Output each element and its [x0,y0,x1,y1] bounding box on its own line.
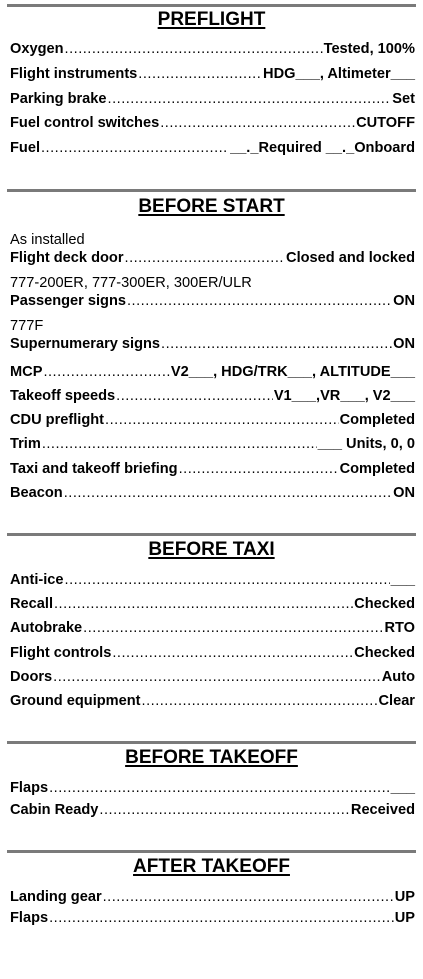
checklist-item-flight-deck-door: Flight deck door ..... Closed and locked [10,249,415,267]
checklist-item-flight-instruments: Flight instruments ..... HDG___, Altimeter___ [10,65,415,83]
checklist-item-cabin-ready: Cabin Ready ..... Received [10,801,415,819]
note-as-installed: As installed [10,232,85,248]
section-divider [7,189,416,192]
section-divider [7,533,416,536]
checklist-item-flight-controls: Flight controls ..... Checked [10,644,415,662]
section-title-before-start: BEFORE START [138,196,285,217]
checklist-item-anti-ice: Anti-ice ..... ___ [10,571,415,589]
checklist-item-fuel-control-switches: Fuel control switches ..... CUTOFF [10,114,415,132]
checklist-item-autobrake: Autobrake ..... RTO [10,619,415,637]
checklist-item-oxygen: Oxygen ..... Tested, 100% [10,40,415,58]
section-divider [7,741,416,744]
section-title-before-takeoff: BEFORE TAKEOFF [125,747,298,768]
checklist-item-passenger-signs: Passenger signs ..... ON [10,292,415,310]
checklist-item-beacon: Beacon ..... ON [10,484,415,502]
checklist-item-cdu-preflight: CDU preflight ..... Completed [10,411,415,429]
section-title-after-takeoff: AFTER TAKEOFF [133,856,290,877]
section-divider [7,4,416,7]
checklist-item-fuel: Fuel ..... __._Required __._Onboard [10,139,415,157]
section-title-preflight: PREFLIGHT [157,9,266,30]
checklist-item-trim: Trim ..... ___ Units, 0, 0 [10,435,415,453]
note-aircraft-variants: 777-200ER, 777-300ER, 300ER/ULR [10,275,252,291]
checklist-item-supernumerary-signs: Supernumerary signs ..... ON [10,335,415,353]
checklist-item-mcp: MCP ..... V2___, HDG/TRK___, ALTITUDE___ [10,363,415,381]
checklist-item-takeoff-speeds: Takeoff speeds ..... V1___,VR___, V2___ [10,387,415,405]
section-divider [7,850,416,853]
checklist-item-ground-equipment: Ground equipment ..... Clear [10,692,415,710]
checklist-item-recall: Recall ..... Checked [10,595,415,613]
checklist-item-landing-gear: Landing gear ..... UP [10,888,415,906]
checklist-item-doors: Doors ..... Auto [10,668,415,686]
checklist-item-flaps: Flaps ..... ___ [10,779,415,797]
checklist-item-parking-brake: Parking brake ..... Set [10,90,415,108]
section-title-before-taxi: BEFORE TAXI [148,539,275,560]
note-777f: 777F [10,318,44,334]
checklist-item-taxi-takeoff-briefing: Taxi and takeoff briefing ..... Completed [10,460,415,478]
checklist-item-flaps-up: Flaps ..... UP [10,909,415,927]
